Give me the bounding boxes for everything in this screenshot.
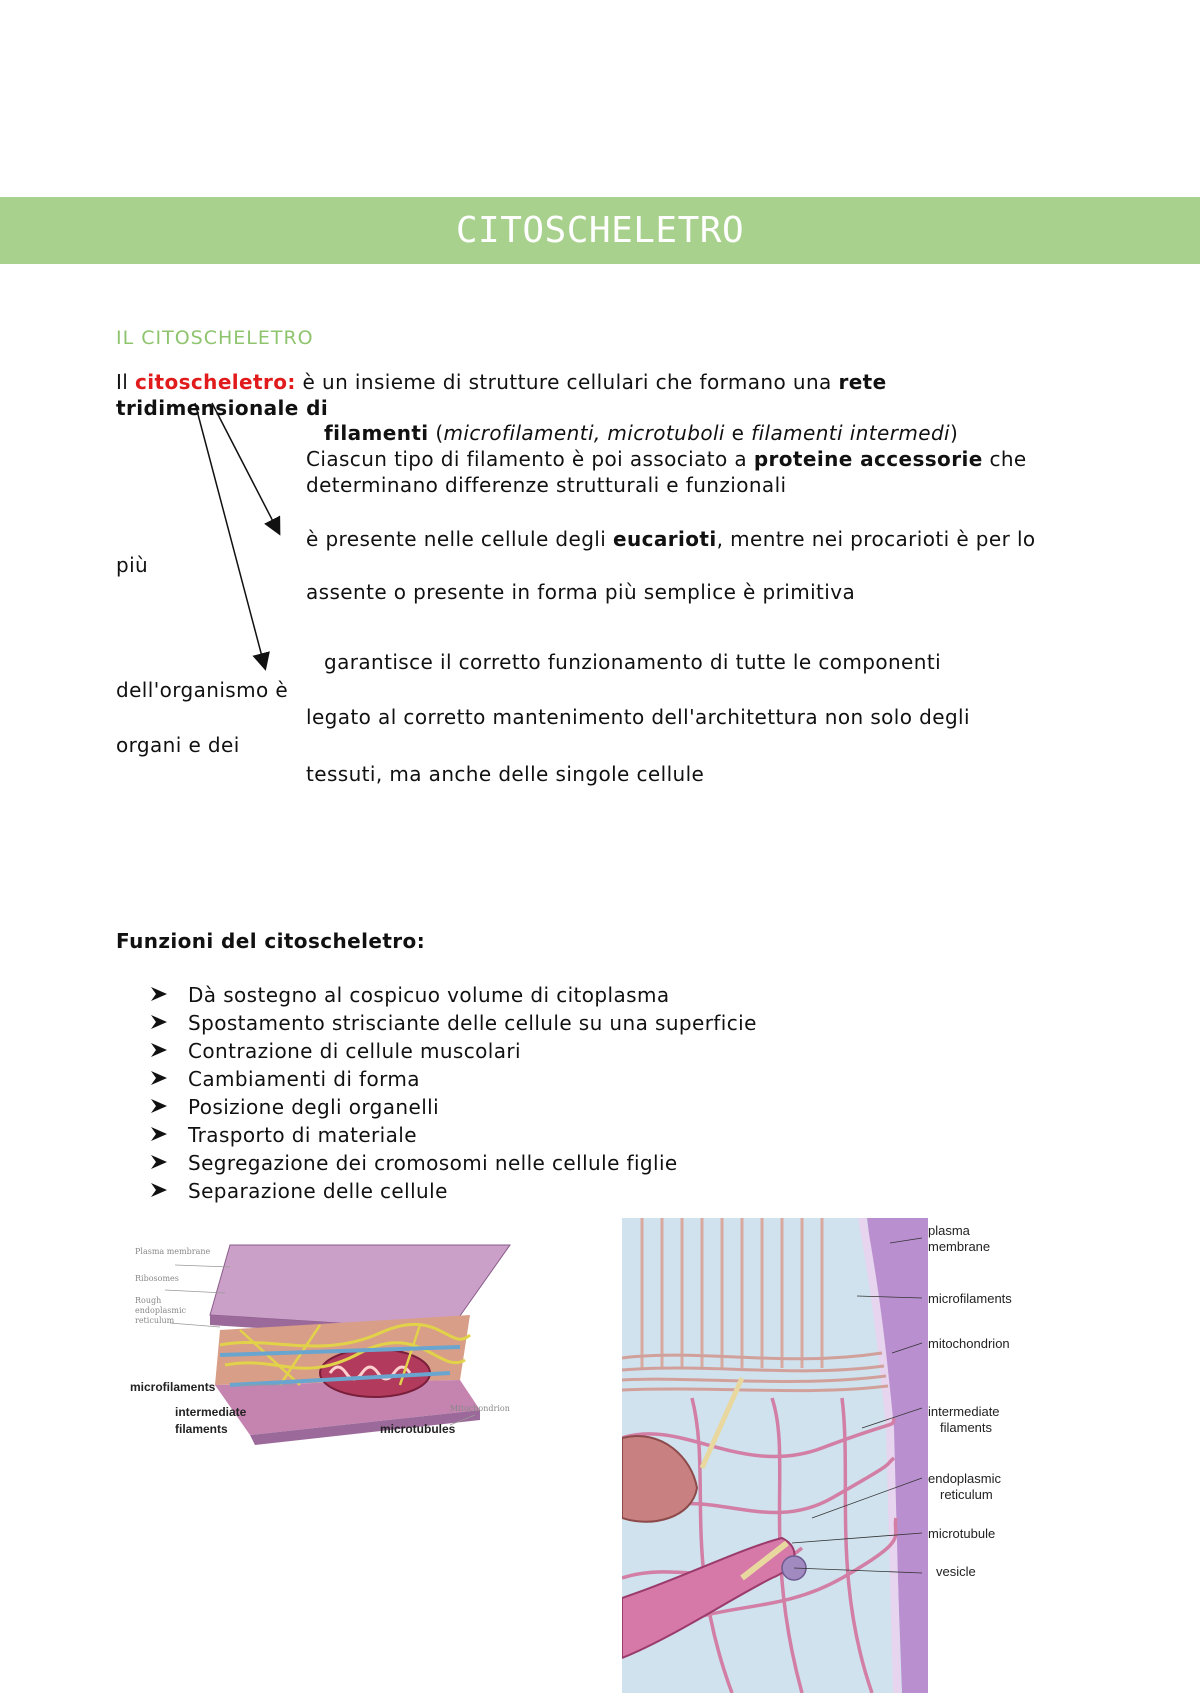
def-bold: proteine accessorie bbox=[753, 447, 983, 471]
label-mitochondrion: mitochondrion bbox=[928, 1336, 1010, 1351]
definition-line-7: più bbox=[116, 553, 149, 577]
label-vesicle: vesicle bbox=[936, 1564, 976, 1579]
list-item-text: Contrazione di cellule muscolari bbox=[188, 1039, 521, 1063]
list-item-text: Separazione delle cellule bbox=[188, 1179, 448, 1203]
label-plasma: plasma bbox=[928, 1223, 970, 1238]
arrow-bullet-icon bbox=[150, 1067, 188, 1091]
list-item bbox=[150, 1121, 757, 1149]
label-reticulum: reticulum bbox=[135, 1316, 175, 1325]
definition-line-2: tridimensionale di bbox=[116, 396, 329, 420]
definition-line-9: garantisce il corretto funzionamento di tutte le componenti bbox=[324, 650, 942, 674]
definition-line-10: dell'organismo è bbox=[116, 678, 289, 702]
def-bold: eucarioti bbox=[612, 527, 717, 551]
arrow-bullet-icon bbox=[150, 1151, 188, 1175]
label-membrane: membrane bbox=[928, 1239, 991, 1254]
label-endoplasmic: endoplasmic bbox=[135, 1306, 187, 1315]
label-microfilaments: microfilaments bbox=[130, 1380, 216, 1394]
cytoskeleton-layered-figure bbox=[120, 1235, 540, 1455]
def-bold: filamenti bbox=[324, 421, 429, 445]
def-italic: filamenti intermedi bbox=[751, 421, 950, 445]
def-italic: microfilamenti, microtuboli bbox=[443, 421, 725, 445]
list-item-text: Posizione degli organelli bbox=[188, 1095, 440, 1119]
definition-line-8: assente o presente in forma più semplice è primitiva bbox=[306, 580, 856, 604]
def-text: e bbox=[724, 421, 752, 445]
arrow-bullet-icon bbox=[150, 1179, 188, 1203]
functions-heading: Funzioni del citoscheletro: bbox=[116, 929, 426, 953]
arrow-bullet-icon bbox=[150, 1039, 188, 1063]
label-ribosomes: Ribosomes bbox=[135, 1274, 179, 1283]
label-intermediate: intermediate bbox=[175, 1405, 247, 1419]
def-text: è presente nelle cellule degli bbox=[306, 527, 613, 551]
list-item-text: Trasporto di materiale bbox=[188, 1123, 417, 1147]
list-item-text: Spostamento strisciante delle cellule su una superficie bbox=[188, 1011, 757, 1035]
def-text: è un insieme di strutture cellulari che formano una bbox=[295, 370, 839, 394]
label-filaments: filaments bbox=[940, 1420, 993, 1435]
list-item bbox=[150, 1177, 757, 1205]
page-title: CITOSCHELETRO bbox=[455, 210, 745, 251]
label-filaments: filaments bbox=[175, 1422, 228, 1436]
definition-line-5: determinano differenze strutturali e funzionali bbox=[306, 473, 787, 497]
list-item bbox=[150, 1009, 757, 1037]
label-plasma-membrane: Plasma membrane bbox=[135, 1247, 211, 1256]
arrow-bullet-icon bbox=[150, 983, 188, 1007]
label-microfilaments: microfilaments bbox=[928, 1291, 1012, 1306]
label-intermediate: intermediate bbox=[928, 1404, 1000, 1419]
list-item-text: Cambiamenti di forma bbox=[188, 1067, 420, 1091]
label-microtubule: microtubule bbox=[928, 1526, 996, 1541]
label-mitochondrion: Mitochondrion bbox=[450, 1404, 510, 1413]
def-text: , mentre nei procarioti è per lo bbox=[716, 527, 1036, 551]
def-text: ) bbox=[950, 421, 959, 445]
list-item bbox=[150, 1093, 757, 1121]
section-heading: IL CITOSCHELETRO bbox=[116, 327, 314, 349]
def-text: ( bbox=[428, 421, 444, 445]
arrow-bullet-icon bbox=[150, 1011, 188, 1035]
list-item-text: Segregazione dei cromosomi nelle cellule figlie bbox=[188, 1151, 678, 1175]
label-rough: Rough bbox=[135, 1296, 162, 1305]
label-microtubules: microtubules bbox=[380, 1422, 456, 1436]
functions-list bbox=[150, 981, 757, 1205]
cytoskeleton-cell-figure bbox=[622, 1218, 1070, 1693]
definition-line-11: legato al corretto mantenimento dell'architettura non solo degli bbox=[306, 705, 970, 729]
label-endoplasmic: endoplasmic bbox=[928, 1471, 1001, 1486]
list-item bbox=[150, 1037, 757, 1065]
list-item bbox=[150, 1149, 757, 1177]
arrow-bullet-icon bbox=[150, 1095, 188, 1119]
arrow-to-funzionamento bbox=[195, 403, 265, 668]
term-citoscheletro: citoscheletro: bbox=[135, 370, 296, 394]
label-reticulum: reticulum bbox=[940, 1487, 993, 1502]
def-text: che bbox=[982, 447, 1027, 471]
arrow-to-eucarioti bbox=[212, 403, 279, 533]
list-item bbox=[150, 981, 757, 1009]
arrow-bullet-icon bbox=[150, 1123, 188, 1147]
definition-line-13: tessuti, ma anche delle singole cellule bbox=[306, 762, 705, 786]
list-item-text: Dà sostegno al cospicuo volume di citoplasma bbox=[188, 983, 670, 1007]
definition-line-12: organi e dei bbox=[116, 733, 240, 757]
def-text: Il bbox=[116, 370, 136, 394]
list-item bbox=[150, 1065, 757, 1093]
def-bold: rete bbox=[838, 370, 887, 394]
def-text: Ciascun tipo di filamento è poi associato a bbox=[306, 447, 754, 471]
